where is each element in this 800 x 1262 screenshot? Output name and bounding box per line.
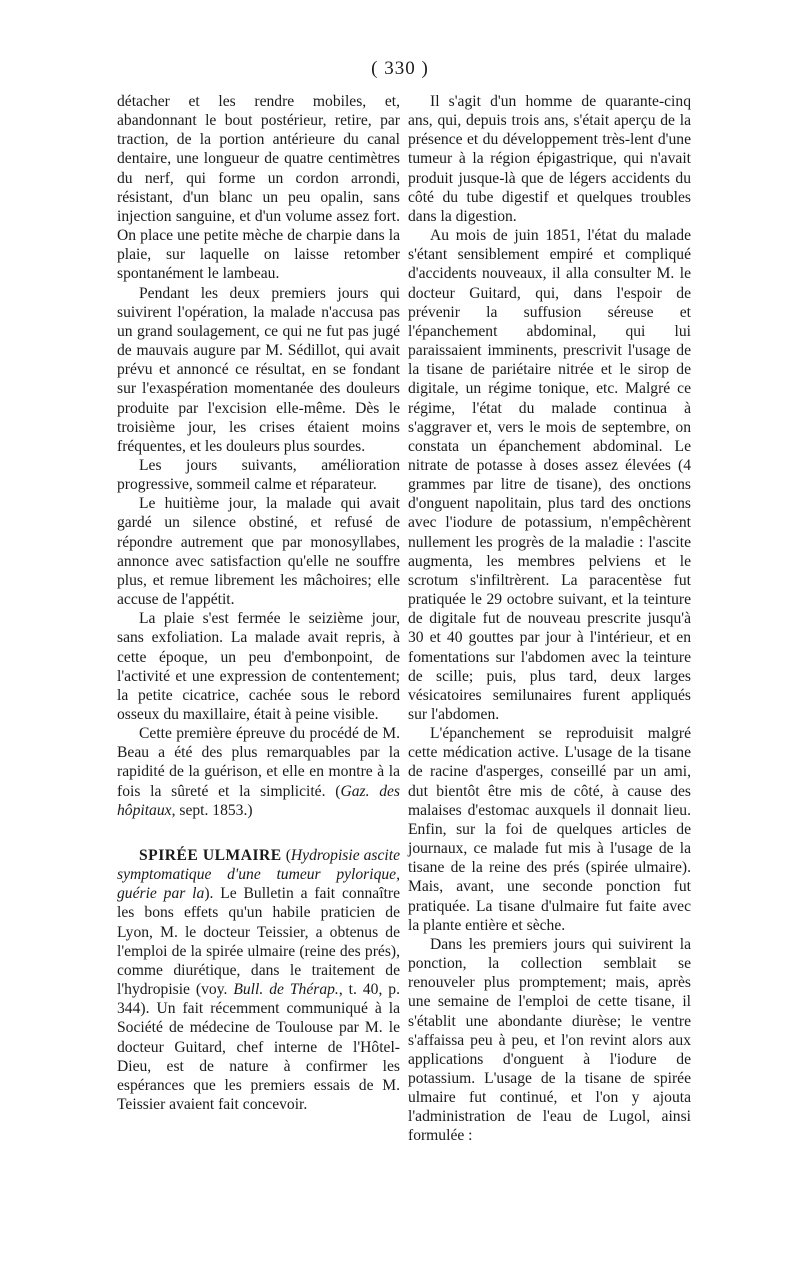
right-column — [408, 92, 691, 1146]
journal-title: Gaz. des hôpitaux — [117, 782, 400, 819]
paragraph: Il s'agit d'un homme de quarante-cinq ans, qui, depuis trois ans, s'était aperçu de la présence et du développement très-lent d'une tumeur à la région épigastrique, qui n'avait produit jusque-là que de légers accidents du côté du tube digestif et quelques troubles dans la digestion. — [408, 93, 691, 225]
paragraph: La plaie s'est fermée le seizième jour, sans exfoliation. La malade avait repris, à cette époque, un peu d'embonpoint, de l'activité et une expression de contentement; la petite cicatrice, cachée sous le rebord osseux du maxillaire, était à peine visible. — [117, 610, 400, 723]
paragraph: Pendant les deux premiers jours qui suivirent l'opération, la malade n'accusa pas un grand soulagement, ce qui ne fut pas jugé de mauvais augure par M. Sédillot, qui avait prévu et annoncé ce résultat, en se fondant sur l'exaspération momentanée des douleurs produite par l'excision elle-même. Dès le troisième jour, les crises étaient moins fréquentes, et les douleurs plus sourdes. — [117, 284, 400, 455]
article-text-end: , t. 40, p. 344). Un fait récemment communiqué à la Société de médecine de Toulouse par M. le docteur Guitard, chef interne de l'Hôtel-Dieu, est de nature à confirmer les espérances que les premiers essais de M. Teissier avaient fait concevoir. — [117, 981, 401, 1113]
paragraph-citation — [117, 724, 400, 820]
article-subtitle: Hydropisie ascite symptomatique d'une tumeur pylorique, guérie par la — [117, 846, 400, 903]
paragraph: détacher et les rendre mobiles, et, abandonnant le bout postérieur, retire, par traction, de la portion antérieure du canal dentaire, une longueur de quatre centimètres du nerf, qui forme un cordon arrondi, résistant, d'un blanc un peu opalin, sans injection sanguine, et d'un volume assez fort. On place une petite mèche de charpie dans la plaie, sur laquelle on laisse retomber spontanément le lambeau. — [117, 93, 400, 283]
paragraph: Au mois de juin 1851, l'état du malade s'étant sensiblement empiré et compliqué d'accidents nouveaux, il alla consulter M. le docteur Guitard, qui, dans l'espoir de prévenir la suffusion séreuse et l'épanchement abdominal, qui lui paraissaient imminents, prescrivit l'usage de la tisane de pariétaire nitrée et le sirop de digitale, un régime tonique, etc. Malgré ce régime, l'état du malade continua à s'aggraver et, vers le mois de septembre, on constata un épanchement abdominal. Le nitrate de potasse à doses assez élevées (4 grammes par litre de tisane), des onctions d'onguent napolitain, plus tard des onctions avec l'iodure de potassium, n'empêchèrent nullement les progrès de la maladie : l'ascite augmenta, les membres pelviens et le scrotum s'infiltrèrent. La paracentèse fut pratiquée le 29 octobre suivant, et la teinture de digitale fut de nouveau prescrite jusqu'à 30 et 40 gouttes par jour à l'intérieur, et en fomentations sur l'abdomen avec la teinture de scille; puis, plus tard, deux larges vésicatoires semilunaires furent appliqués sur l'abdomen. — [408, 227, 691, 723]
paragraph: L'épanchement se reproduisit malgré cette médication active. L'usage de la tisane de racine d'asperges, conseillé par un ami, dut bientôt être mis de côté, à cause des malaises d'estomac auxquels il donnait lieu. Enfin, sur la foi de quelques articles de journaux, ce malade fut mis à l'usage de la tisane de la reine des prés (spirée ulmaire). Mais, avant, une seconde ponction fut pratiquée. La tisane d'ulmaire fut faite avec la plante entière et sèche. — [408, 725, 691, 934]
page-number: ( 330 ) — [371, 58, 429, 79]
bulletin-reference: Bull. de Thérap. — [233, 981, 339, 999]
article-paren: ( — [281, 846, 291, 864]
article-title: SPIRÉE ULMAIRE — [139, 846, 282, 864]
paragraph: Le huitième jour, la malade qui avait gardé un silence obstiné, et refusé de répondre autrement que par monosyllabes, annonce avec satisfaction qu'elle ne souffre plus, et remue librement les mâchoires; elle accuse de l'appétit. — [117, 495, 400, 609]
citation-text: Cette première épreuve du procédé de M. Beau a été des plus remarquables par la rapidité de la guérison, et elle en montre à la fois la sûreté et la simplicité. ( — [117, 725, 400, 800]
paragraph: Les jours suivants, amélioration progressive, sommeil calme et réparateur. — [117, 456, 400, 494]
article-paragraph — [117, 846, 400, 1114]
article-text: ). Le Bulletin a fait connaître les bons effets qu'un habile praticien de Lyon, M. le docteur Teissier, a obtenus de l'emploi de la spirée ulmaire (reine des prés), comme diurétique, dans le traitement de l'hydropisie (voy. — [117, 885, 400, 999]
paragraph: Dans les premiers jours qui suivirent la ponction, la collection semblait se renouveler plus promptement; mais, après une semaine de l'emploi de cette tisane, il s'établit une abondante diurèse; le ventre s'affaissa peu à peu, et l'on revint alors aux applications d'onguent à l'iodure de potassium. L'usage de la tisane de spirée ulmaire fut continué, et l'on y ajouta l'administration de l'eau de Lugol, ainsi formulée : — [408, 935, 691, 1145]
citation-date: , sept. 1853.) — [171, 801, 253, 819]
left-column — [117, 92, 400, 1114]
